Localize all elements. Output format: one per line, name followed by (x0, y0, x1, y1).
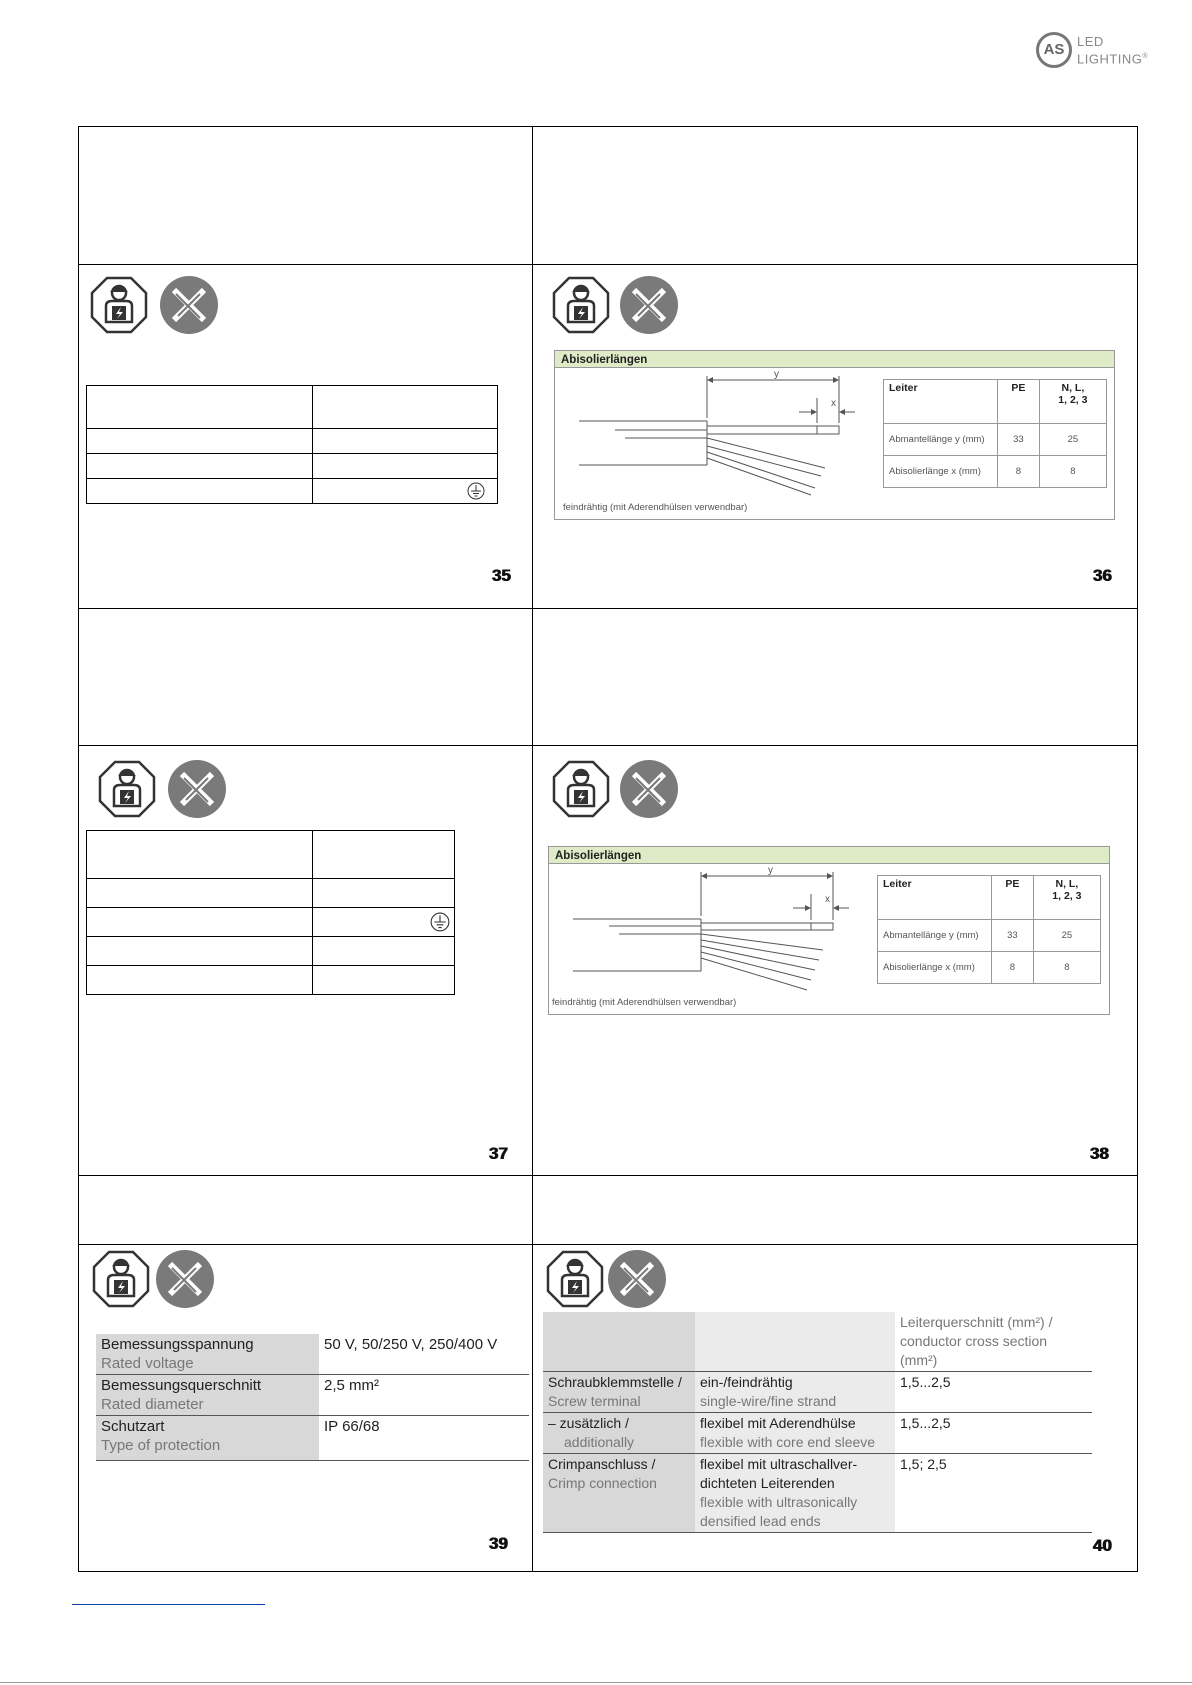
cable-diagram (555, 368, 875, 503)
stripping-table (877, 875, 1101, 984)
no-tools-icon (160, 276, 218, 334)
no-tools-icon (608, 1250, 666, 1308)
no-tools-icon (620, 760, 678, 818)
blank-table (86, 385, 498, 504)
label-de: Schutzart (101, 1418, 165, 1435)
rating-spec-table (96, 1334, 529, 1461)
nl-x-value: 8 (1039, 456, 1106, 488)
grid-divider (78, 1244, 1137, 1245)
row-label-abisolier: Abisolierlänge x (mm) (884, 456, 998, 488)
label-en: additionally (564, 1434, 635, 1450)
header-en: conductor cross section (mm²) (900, 1333, 1048, 1368)
page-number: 38 (1090, 1144, 1109, 1163)
logo-text (1077, 34, 1148, 66)
connection-type (543, 1372, 695, 1413)
page-number: 36 (1093, 566, 1112, 585)
label-de: flexibel mit ultraschallver- dichteten Leiterenden (700, 1456, 858, 1491)
electrician-icon (552, 760, 610, 818)
table-cell (87, 429, 313, 454)
connection-type (543, 1454, 695, 1533)
row-label-abisolier: Abisolierlänge x (mm) (878, 952, 992, 984)
row-label-abmantel: Abmantellänge y (mm) (878, 920, 992, 952)
table-cell (87, 879, 313, 908)
pe-y-value: 33 (992, 920, 1034, 952)
label-en: flexible with ultrasonically densified lead ends (700, 1494, 858, 1529)
label-de: flexibel mit Aderendhülse (700, 1415, 856, 1431)
header-leiter: Leiter (884, 380, 998, 424)
no-tools-icon (168, 760, 226, 818)
dimension-x: x (831, 398, 836, 409)
nl-x-value: 8 (1033, 952, 1100, 984)
dimension-x: x (825, 894, 830, 905)
electrician-icon (552, 276, 610, 334)
cable-diagram (549, 864, 869, 999)
label-de: Bemessungsquerschnitt (101, 1377, 262, 1394)
grid-divider (78, 264, 1137, 265)
electrician-icon (546, 1250, 604, 1308)
conductor-spec-table (543, 1312, 1092, 1533)
table-cell (87, 831, 313, 879)
figure-title: Abisolierlängen (555, 351, 1114, 368)
cross-section-value: 1,5...2,5 (895, 1413, 1092, 1454)
header-pe: PE (998, 380, 1040, 424)
page-number: 35 (492, 566, 511, 585)
figure-caption: feindrähtig (mit Aderendhülsen verwendbar) (563, 502, 748, 513)
table-cell (313, 937, 455, 966)
label-en: Type of protection (101, 1437, 221, 1454)
label-en: Rated voltage (101, 1355, 194, 1372)
connection-type (543, 1413, 695, 1454)
label-en: flexible with core end sleeve (700, 1434, 876, 1450)
header-blank (695, 1312, 895, 1372)
table-cell (313, 831, 455, 879)
table-cell (87, 966, 313, 995)
spec-label (96, 1375, 319, 1416)
electrician-icon (98, 760, 156, 818)
table-cell (313, 879, 455, 908)
row-label-abmantel: Abmantellänge y (mm) (884, 424, 998, 456)
stripping-lengths-figure (548, 846, 1110, 1015)
label-en: single-wire/fine strand (700, 1393, 837, 1409)
table-cell (87, 479, 313, 504)
ground-symbol-icon (467, 482, 485, 500)
table-cell (313, 479, 498, 504)
table-cell (313, 386, 498, 429)
label-en: Screw terminal (548, 1393, 641, 1409)
logo-line2: LIGHTING (1077, 51, 1143, 67)
logo-line1: LED (1077, 34, 1104, 49)
figure-title: Abisolierlängen (549, 847, 1109, 864)
conductor-type (695, 1372, 895, 1413)
page-bottom-rule (0, 1682, 1192, 1683)
no-tools-icon (156, 1250, 214, 1308)
stripping-lengths-figure (554, 350, 1115, 520)
label-en: Rated diameter (101, 1396, 204, 1413)
table-cell (87, 386, 313, 429)
table-cell (313, 454, 498, 479)
pe-x-value: 8 (992, 952, 1034, 984)
ground-symbol-icon (430, 912, 450, 932)
spec-label (96, 1334, 319, 1375)
grid-divider (78, 745, 1137, 746)
conductor-type (695, 1413, 895, 1454)
table-cell (313, 908, 455, 937)
header-nl: N, L, 1, 2, 3 (1033, 876, 1100, 920)
label-de: Schraubklemmstelle / (548, 1374, 682, 1390)
figure-caption: feindrähtig (mit Aderendhülsen verwendbar) (552, 997, 737, 1008)
table-cell (87, 908, 313, 937)
conductor-type (695, 1454, 895, 1533)
table-cell (313, 429, 498, 454)
page-number: 37 (489, 1144, 508, 1163)
dimension-y: y (768, 865, 773, 876)
nl-y-value: 25 (1039, 424, 1106, 456)
label-de: – zusätzlich / (548, 1415, 629, 1431)
stripping-table (883, 379, 1107, 488)
grid-divider (78, 608, 1137, 609)
header-nl: N, L, 1, 2, 3 (1039, 380, 1106, 424)
footer-link-underline[interactable] (72, 1604, 265, 1605)
header-cross-section (895, 1312, 1092, 1372)
electrician-icon (92, 1250, 150, 1308)
page-number: 39 (489, 1534, 508, 1553)
label-de: Crimpanschluss / (548, 1456, 656, 1472)
electrician-icon (90, 276, 148, 334)
cross-section-value: 1,5; 2,5 (895, 1454, 1092, 1533)
table-cell (313, 966, 455, 995)
logo-registered: ® (1142, 53, 1149, 60)
spec-value: 2,5 mm² (319, 1375, 529, 1416)
spec-value: 50 V, 50/250 V, 250/400 V (319, 1334, 529, 1375)
grid-divider-vertical (532, 126, 533, 1571)
spec-value: IP 66/68 (319, 1416, 529, 1461)
dimension-y: y (774, 369, 779, 380)
label-de: ein-/feindrähtig (700, 1374, 793, 1390)
header-de: Leiterquerschnitt (mm²) / (900, 1314, 1053, 1330)
pe-x-value: 8 (998, 456, 1040, 488)
page-number: 40 (1093, 1536, 1112, 1555)
label-en: Crimp connection (548, 1475, 657, 1491)
logo-mark: AS (1036, 32, 1072, 68)
blank-table (86, 830, 455, 995)
cross-section-value: 1,5...2,5 (895, 1372, 1092, 1413)
nl-y-value: 25 (1033, 920, 1100, 952)
table-cell (87, 454, 313, 479)
header-pe: PE (992, 876, 1034, 920)
header-blank (543, 1312, 695, 1372)
spec-label (96, 1416, 319, 1461)
no-tools-icon (620, 276, 678, 334)
grid-divider (78, 1175, 1137, 1176)
table-cell (87, 937, 313, 966)
header-leiter: Leiter (878, 876, 992, 920)
label-de: Bemessungsspannung (101, 1336, 254, 1353)
company-logo (1036, 32, 1156, 72)
pe-y-value: 33 (998, 424, 1040, 456)
